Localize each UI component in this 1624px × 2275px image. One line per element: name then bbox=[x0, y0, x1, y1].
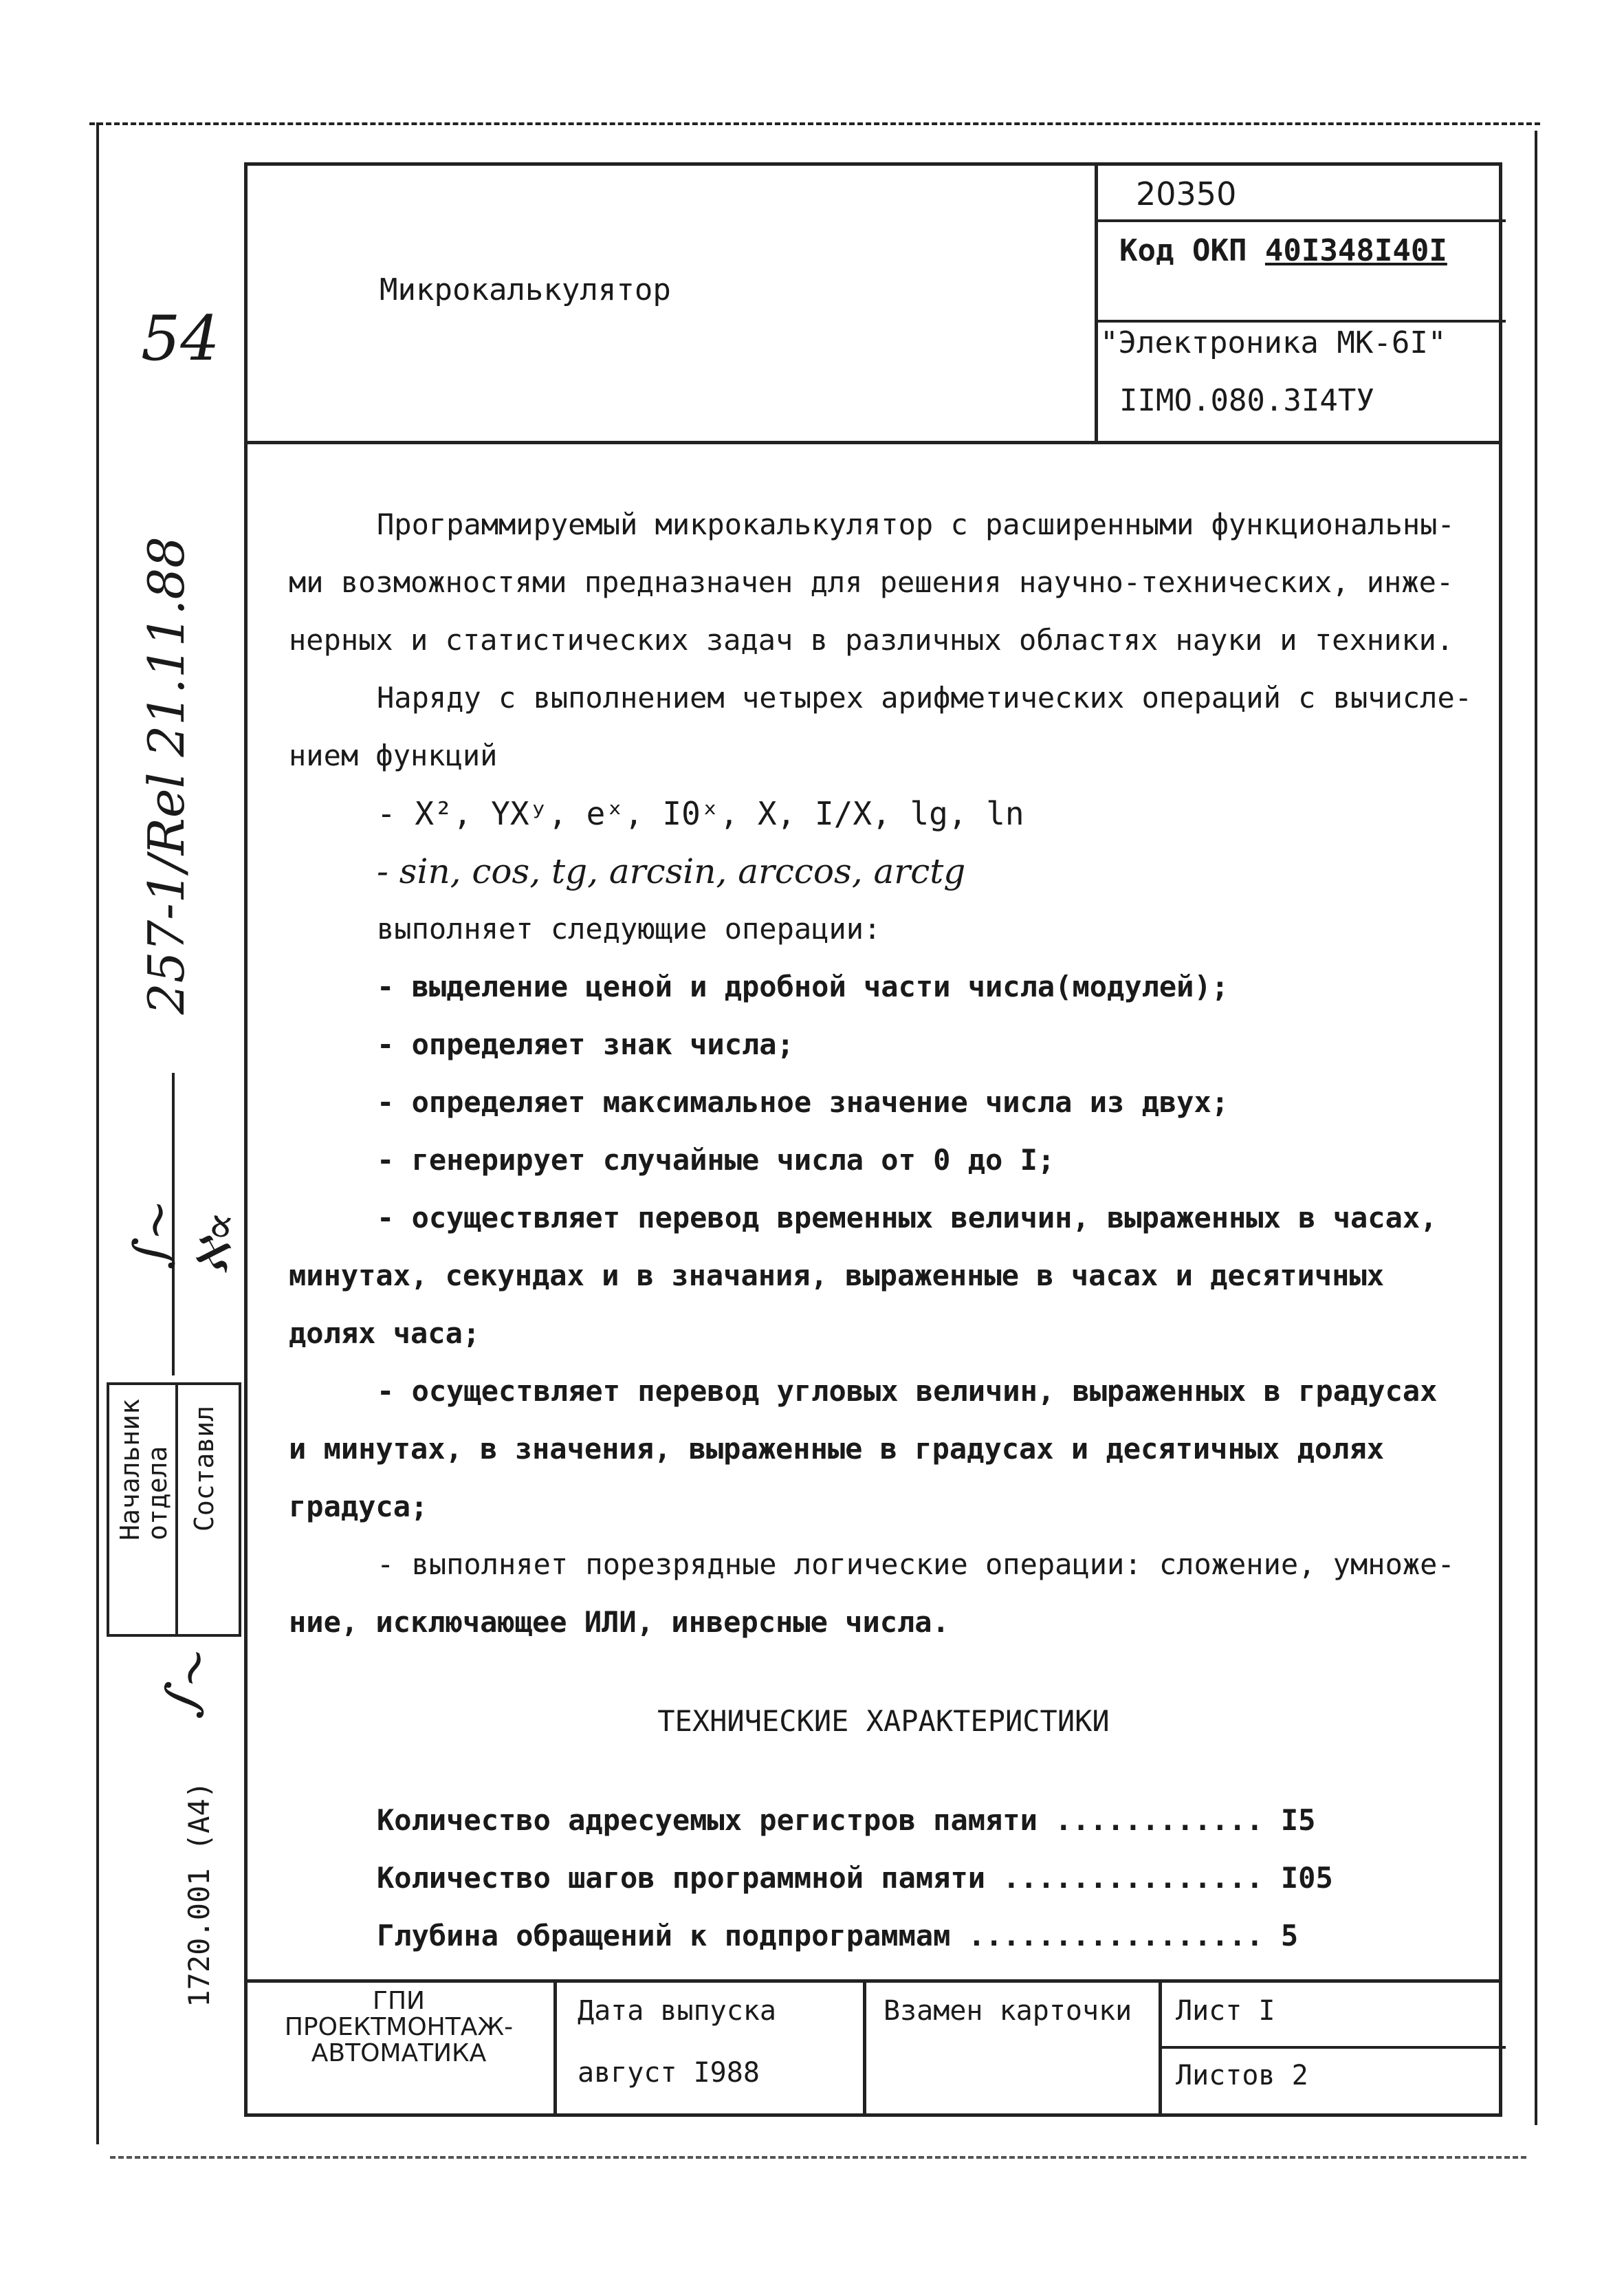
replace-card-label: Взамен карточки bbox=[884, 1995, 1132, 2027]
spec-subroutine-depth: Глубина обращений к подпрограммам ................. 5 bbox=[377, 1919, 1299, 1952]
issue-date-value: август I988 bbox=[578, 2057, 760, 2089]
header-divider-2 bbox=[1095, 320, 1506, 323]
frame-left-border bbox=[96, 122, 99, 2144]
functions-line-1: - X², YXʸ, eˣ, I0ˣ, X, I/X, lg, ln bbox=[377, 795, 1024, 832]
operation-7-line-1: - выполняет порезрядные логические операции: сложение, умноже- bbox=[377, 1547, 1455, 1581]
footer-sheet-divider bbox=[1159, 2046, 1506, 2049]
header-divider-vertical bbox=[1095, 166, 1098, 441]
card-footer bbox=[248, 1979, 1499, 2113]
description-body bbox=[289, 496, 1478, 1965]
handwritten-reference: 257-1/Rel 21.11.88 bbox=[138, 536, 195, 1015]
frame-right-border bbox=[1535, 131, 1537, 2125]
author-signature: ℵ∝ bbox=[186, 1207, 248, 1278]
header-divider-horizontal bbox=[248, 441, 1499, 444]
operation-7-line-2: ние, исключающее ИЛИ, инверсные числа. bbox=[289, 1605, 950, 1639]
product-title: Микрокалькулятор bbox=[380, 272, 671, 307]
performs-line: выполняет следующие операции: bbox=[377, 912, 881, 946]
ops-line-1: Наряду с выполнением четырех арифметических операций с вычисле- bbox=[377, 681, 1473, 715]
product-number: 20350 bbox=[1136, 175, 1237, 213]
sheet-number: Лист I bbox=[1176, 1995, 1275, 2027]
spec-program-steps: Количество шагов программной памяти ............... I05 bbox=[377, 1861, 1333, 1895]
operation-5-line-1: - осуществляет перевод временных величин, выраженных в часах, bbox=[377, 1201, 1438, 1234]
initials-signature: ∫~ bbox=[149, 1637, 228, 1721]
intro-line-1: Программируемый микрокалькулятор с расширенными функциональны- bbox=[377, 508, 1455, 541]
footer-cell-issue bbox=[553, 1983, 557, 2113]
boss-signature: ∫~ bbox=[120, 1194, 188, 1271]
operation-6-line-1: - осуществляет перевод угловых величин, выраженных в градусах bbox=[377, 1374, 1438, 1408]
operation-3: - определяет максимальное значение числа из двух; bbox=[377, 1085, 1229, 1119]
frame-bottom-border bbox=[110, 2156, 1526, 2159]
operation-5-line-2: минутах, секундах и в значания, выраженные в часах и десятичных bbox=[289, 1259, 1385, 1292]
okp-code: Код ОКП 40I348I40I bbox=[1119, 233, 1447, 268]
boss-label: Начальник отдела bbox=[115, 1399, 173, 1541]
ops-line-2: нием функций bbox=[289, 739, 498, 772]
operation-6-line-3: градуса; bbox=[289, 1490, 428, 1523]
author-label: Составил bbox=[189, 1406, 219, 1532]
spec-code: IIМО.080.3I4ТУ bbox=[1119, 383, 1374, 418]
product-card bbox=[244, 162, 1502, 2117]
intro-line-3: нерных и статистических задач в различных областях науки и техники. bbox=[289, 623, 1454, 657]
sheet-count: Листов 2 bbox=[1176, 2060, 1308, 2091]
footer-cell-replace bbox=[863, 1983, 866, 2113]
operation-6-line-2: и минутах, в значения, выраженные в градусах и десятичных долях bbox=[289, 1432, 1385, 1466]
header-divider-1 bbox=[1095, 219, 1506, 222]
intro-line-2: ми возможностями предназначен для решения научно-технических, инже- bbox=[289, 565, 1454, 599]
page-number: 54 bbox=[141, 303, 220, 375]
section-title: ТЕХНИЧЕСКИЕ ХАРАКТЕРИСТИКИ bbox=[657, 1704, 1110, 1738]
operation-4: - генерирует случайные числа от 0 до I; bbox=[377, 1143, 1055, 1177]
operation-2: - определяет знак числа; bbox=[377, 1027, 794, 1061]
operation-5-line-3: долях часа; bbox=[289, 1316, 481, 1350]
approval-box bbox=[107, 1382, 241, 1637]
organization-name: ГПИ ПРОЕКТМОНТАЖ- АВТОМАТИКА bbox=[284, 1987, 514, 2067]
frame-top-border bbox=[89, 122, 1540, 125]
functions-line-2: - sin, cos, tg, arcsin, arccos, arctg bbox=[377, 851, 966, 891]
form-code: 1720.001 (A4) bbox=[182, 1781, 216, 2007]
operation-1: - выделение ценой и дробной части числа(модулей); bbox=[377, 970, 1229, 1003]
spec-registers: Количество адресуемых регистров памяти ............ I5 bbox=[377, 1803, 1316, 1837]
issue-date-label: Дата выпуска bbox=[578, 1995, 776, 2027]
model-name: "Электроника МК-6I" bbox=[1100, 325, 1447, 360]
